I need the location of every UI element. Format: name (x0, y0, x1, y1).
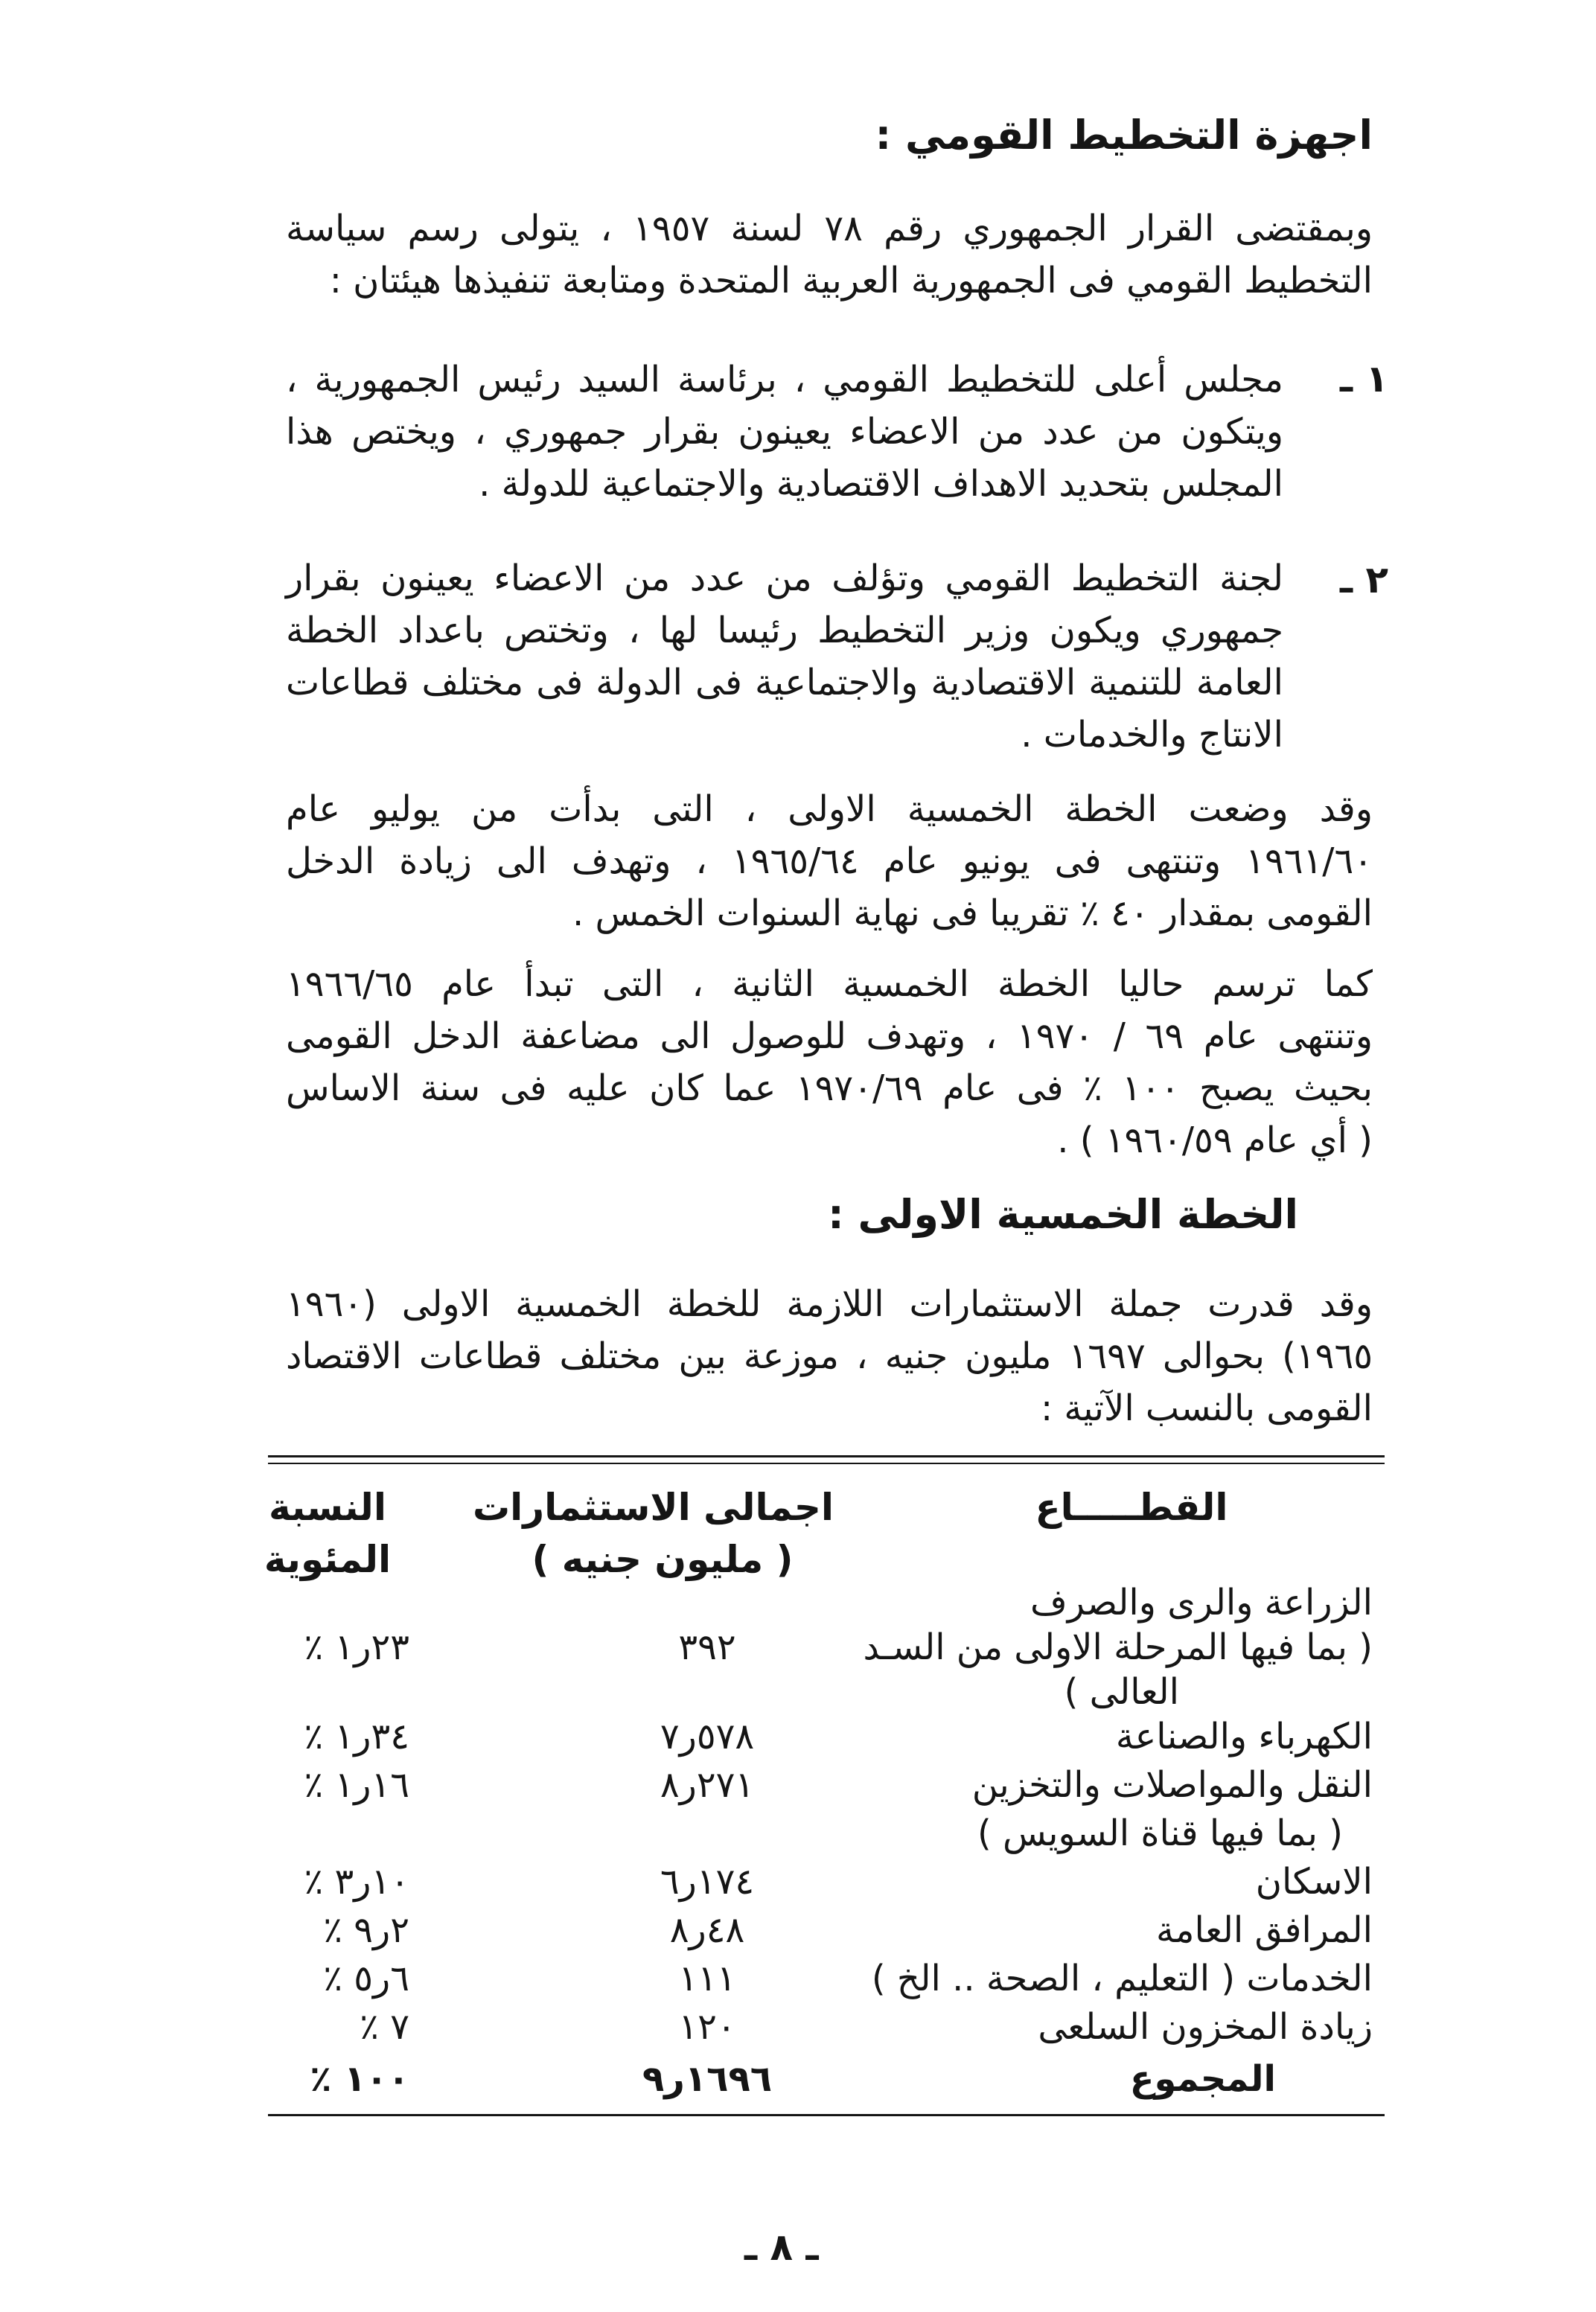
table-header-percent: النسبة (269, 1486, 386, 1529)
table-row-value: ٢٧١ر٨ (660, 1764, 755, 1806)
item-2-line-3: العامة للتنمية الاقتصادية والاجتماعية فى الدولة فى مختلف قطاعات (286, 662, 1283, 703)
table-row-value: ٥٧٨ر٧ (660, 1716, 755, 1757)
para5-line-1: وقد قدرت جملة الاستثمارات اللازمة للخطة الخمسية الاولى (١٩٦٠ (286, 1283, 1373, 1325)
table-row-sector: الزراعة والرى والصرف (1030, 1582, 1373, 1623)
para4-line-4: ( أي عام ١٩٦٠/٥٩ ) . (1057, 1120, 1373, 1161)
table-row-sector: المرافق العامة (1156, 1909, 1373, 1951)
table-total-label: المجموع (1129, 2058, 1276, 2100)
table-row-percent: ٣٤ر١ ٪ (304, 1716, 409, 1757)
intro-line-1: وبمقتضى القرار الجمهوري رقم ٧٨ لسنة ١٩٥٧ ، يتولى رسم سياسة (286, 208, 1373, 249)
table-row-sector: الاسكان (1255, 1861, 1373, 1903)
table-header-total: اجمالى الاستثمارات (472, 1486, 834, 1529)
para4-line-3: بحيث يصبح ١٠٠ ٪ فى عام ١٩٧٠/٦٩ عما كان عليه فى سنة الاساس (286, 1067, 1373, 1109)
item-1-line-2: ويتكون من عدد من الاعضاء يعينون بقرار جمهوري ، ويختص هذا (286, 411, 1283, 453)
table-header-percent-2: المئوية (264, 1538, 392, 1581)
table-top-rule (268, 1455, 1385, 1457)
table-row-value: ٤٨ر٨ (669, 1909, 745, 1951)
item-1-number: ١ ـ (1340, 357, 1389, 400)
table-row-percent: ٦ر٥ ٪ (323, 1958, 409, 1999)
table-row-sector: النقل والمواصلات والتخزين (971, 1764, 1373, 1806)
para3-line-1: وقد وضعت الخطة الخمسية الاولى ، التى بدأت من يوليو عام (286, 788, 1373, 830)
item-2-line-4: الانتاج والخدمات . (1021, 714, 1283, 756)
item-2-line-2: جمهوري ويكون وزير التخطيط رئيسا لها ، وتختص باعداد الخطة (286, 610, 1283, 651)
table-top-rule-2 (268, 1463, 1385, 1464)
para5-line-2: ١٩٦٥) بحوالى ١٦٩٧ مليون جنيه ، موزعة بين مختلف قطاعات الاقتصاد (286, 1335, 1373, 1377)
page-number: ـ ٨ ـ (744, 2226, 819, 2269)
item-2-line-1: لجنة التخطيط القومي وتؤلف من عدد من الاعضاء يعينون بقرار (286, 558, 1283, 599)
table-row-sector: ( بما فيها قناة السويس ) (977, 1813, 1343, 1854)
item-1-line-3: المجلس بتحديد الاهداف الاقتصادية والاجتماعية للدولة . (479, 463, 1283, 505)
table-row-sector: الكهرباء والصناعة (1115, 1716, 1373, 1757)
table-row-percent: ١٦ر١ ٪ (304, 1764, 409, 1806)
table-bottom-rule (268, 2114, 1385, 2116)
para4-line-1: كما ترسم حاليا الخطة الخمسية الثانية ، التى تبدأ عام ١٩٦٦/٦٥ (286, 963, 1373, 1005)
table-header-total-unit: ( مليون جنيه ) (532, 1538, 794, 1581)
table-row-sector: العالى ) (1064, 1671, 1179, 1713)
table-row-value: ١١١ (678, 1958, 736, 1999)
table-row-percent: ٢ر٩ ٪ (323, 1909, 409, 1951)
table-row-percent: ١٠ر٣ ٪ (304, 1861, 409, 1903)
para3-line-2: ١٩٦١/٦٠ وتنتهى فى يونيو عام ١٩٦٥/٦٤ ، وتهدف الى زيادة الدخل (286, 840, 1373, 882)
para4-line-2: وتنتهى عام ٦٩ / ١٩٧٠ ، وتهدف للوصول الى مضاعفة الدخل القومى (286, 1015, 1373, 1057)
table-total-percent: ١٠٠ ٪ (310, 2058, 409, 2100)
table-row-percent: ٢٣ر١ ٪ (304, 1626, 409, 1668)
table-row-sector: الخدمات ( التعليم ، الصحة .. الخ ) (871, 1958, 1373, 1999)
item-2-number: ٢ ـ (1340, 558, 1389, 601)
table-header-sector: القطـــــاع (1035, 1486, 1228, 1529)
table-row-sector: زيادة المخزون السلعى (1038, 2006, 1373, 2048)
table-row-value: ١٧٤ر٦ (660, 1861, 755, 1903)
para3-line-3: القومى بمقدار ٤٠ ٪ تقريبا فى نهاية السنوات الخمس . (572, 892, 1373, 934)
intro-line-2: التخطيط القومي فى الجمهورية العربية المتحدة ومتابعة تنفيذها هيئتان : (329, 260, 1373, 301)
item-1-line-1: مجلس أعلى للتخطيط القومي ، برئاسة السيد رئيس الجمهورية ، (286, 359, 1283, 400)
table-row-value: ٣٩٢ (678, 1626, 736, 1668)
table-total-value: ١٦٩٦ر٩ (642, 2058, 773, 2100)
table-row-value: ١٢٠ (678, 2006, 736, 2048)
para5-line-3: القومى بالنسب الآتية : (1040, 1387, 1373, 1429)
heading-planning-bodies: اجهزة التخطيط القومي : (875, 112, 1373, 159)
table-row-sector: ( بما فيها المرحلة الاولى من السـد (863, 1626, 1373, 1668)
table-row-percent: ٧ ٪ (360, 2006, 409, 2048)
heading-first-five-year-plan: الخطة الخمسية الاولى : (828, 1191, 1298, 1238)
